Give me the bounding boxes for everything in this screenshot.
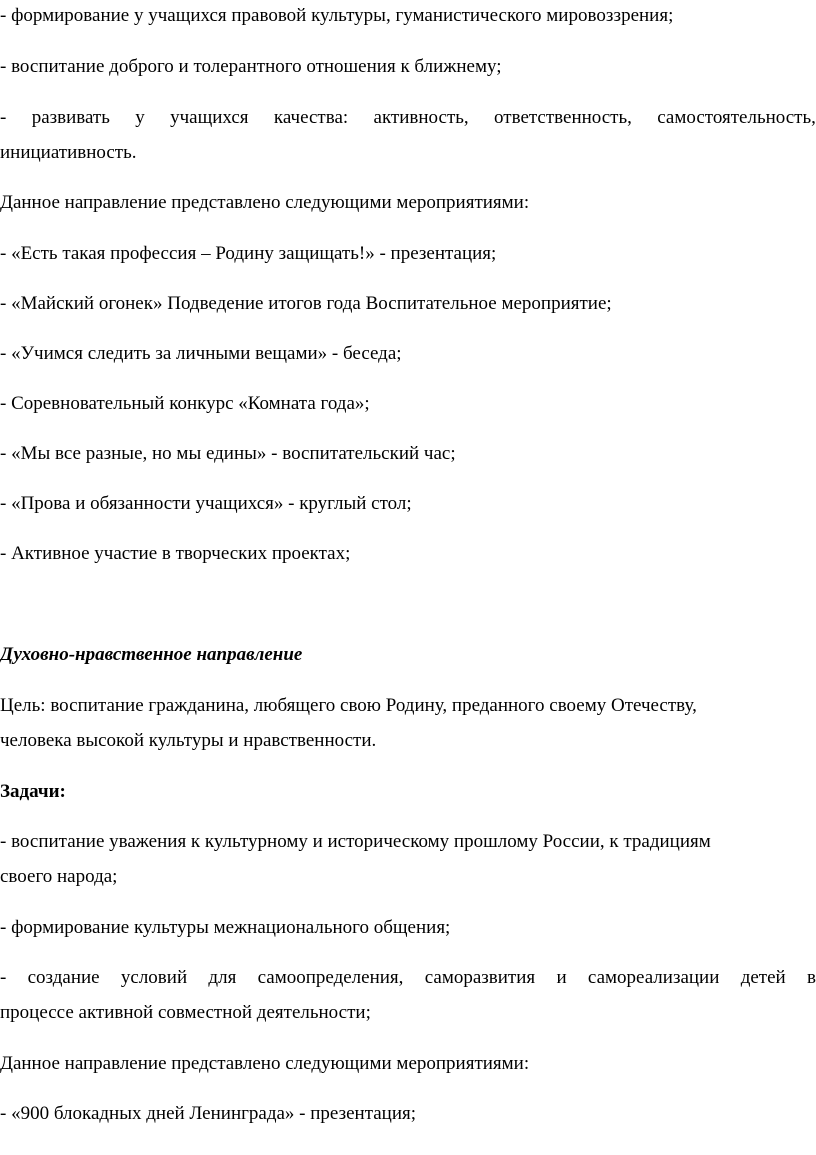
task-item: - формирование культуры межнационального общения;	[0, 917, 451, 938]
tasks-label: Задачи:	[0, 781, 66, 802]
task-item-line2: процессе активной совместной деятельности;	[0, 1002, 371, 1023]
paragraph-legal-culture: - формирование у учащихся правовой культуры, гуманистического мировоззрения;	[0, 5, 674, 26]
paragraph-qualities-line1	[0, 106, 816, 130]
word: для	[208, 967, 237, 988]
task-item-line1: - воспитание уважения к культурному и историческому прошлому России, к традициям	[0, 831, 711, 852]
word: учащихся	[170, 107, 249, 128]
word: детей	[740, 967, 786, 988]
paragraph-qualities-line2: инициативность.	[0, 142, 137, 163]
event-item: - Соревновательный конкурс «Комната года»;	[0, 393, 370, 414]
event-item: - «Мы все разные, но мы едины» - воспитательский час;	[0, 443, 456, 464]
goal-line2: человека высокой культуры и нравственности.	[0, 730, 377, 751]
event-item: - «Майский огонек» Подведение итогов года Воспитательное мероприятие;	[0, 293, 612, 314]
word: у	[135, 107, 145, 128]
word: и	[556, 967, 567, 988]
paragraph-tolerance: - воспитание доброго и толерантного отношения к ближнему;	[0, 56, 502, 77]
word: самореализации	[587, 967, 720, 988]
event-item: - «900 блокадных дней Ленинграда» - презентация;	[0, 1103, 417, 1124]
word: создание	[27, 967, 100, 988]
paragraph-events-intro: Данное направление представлено следующими мероприятиями:	[0, 1053, 530, 1074]
word: самостоятельность,	[657, 107, 816, 128]
task-item-line2: своего народа;	[0, 866, 118, 887]
paragraph-events-intro: Данное направление представлено следующими мероприятиями:	[0, 192, 530, 213]
goal-line1: Цель: воспитание гражданина, любящего свою Родину, преданного своему Отечеству,	[0, 695, 697, 716]
event-item: - Активное участие в творческих проектах;	[0, 543, 351, 564]
word: активность,	[373, 107, 469, 128]
word: ответственность,	[494, 107, 632, 128]
word: условий	[120, 967, 188, 988]
word: развивать	[31, 107, 110, 128]
word: самоопределения,	[257, 967, 404, 988]
event-item: - «Учимся следить за личными вещами» - беседа;	[0, 343, 402, 364]
word: -	[0, 967, 7, 988]
event-item: - «Прова и обязанности учащихся» - круглый стол;	[0, 493, 412, 514]
event-item: - «Есть такая профессия – Родину защищать!» - презентация;	[0, 243, 497, 264]
word: в	[807, 967, 816, 988]
word: саморазвития	[424, 967, 536, 988]
section-heading: Духовно-нравственное направление	[0, 644, 303, 665]
word: качества:	[273, 107, 349, 128]
word: -	[0, 107, 7, 128]
task-item-line1	[0, 966, 816, 990]
